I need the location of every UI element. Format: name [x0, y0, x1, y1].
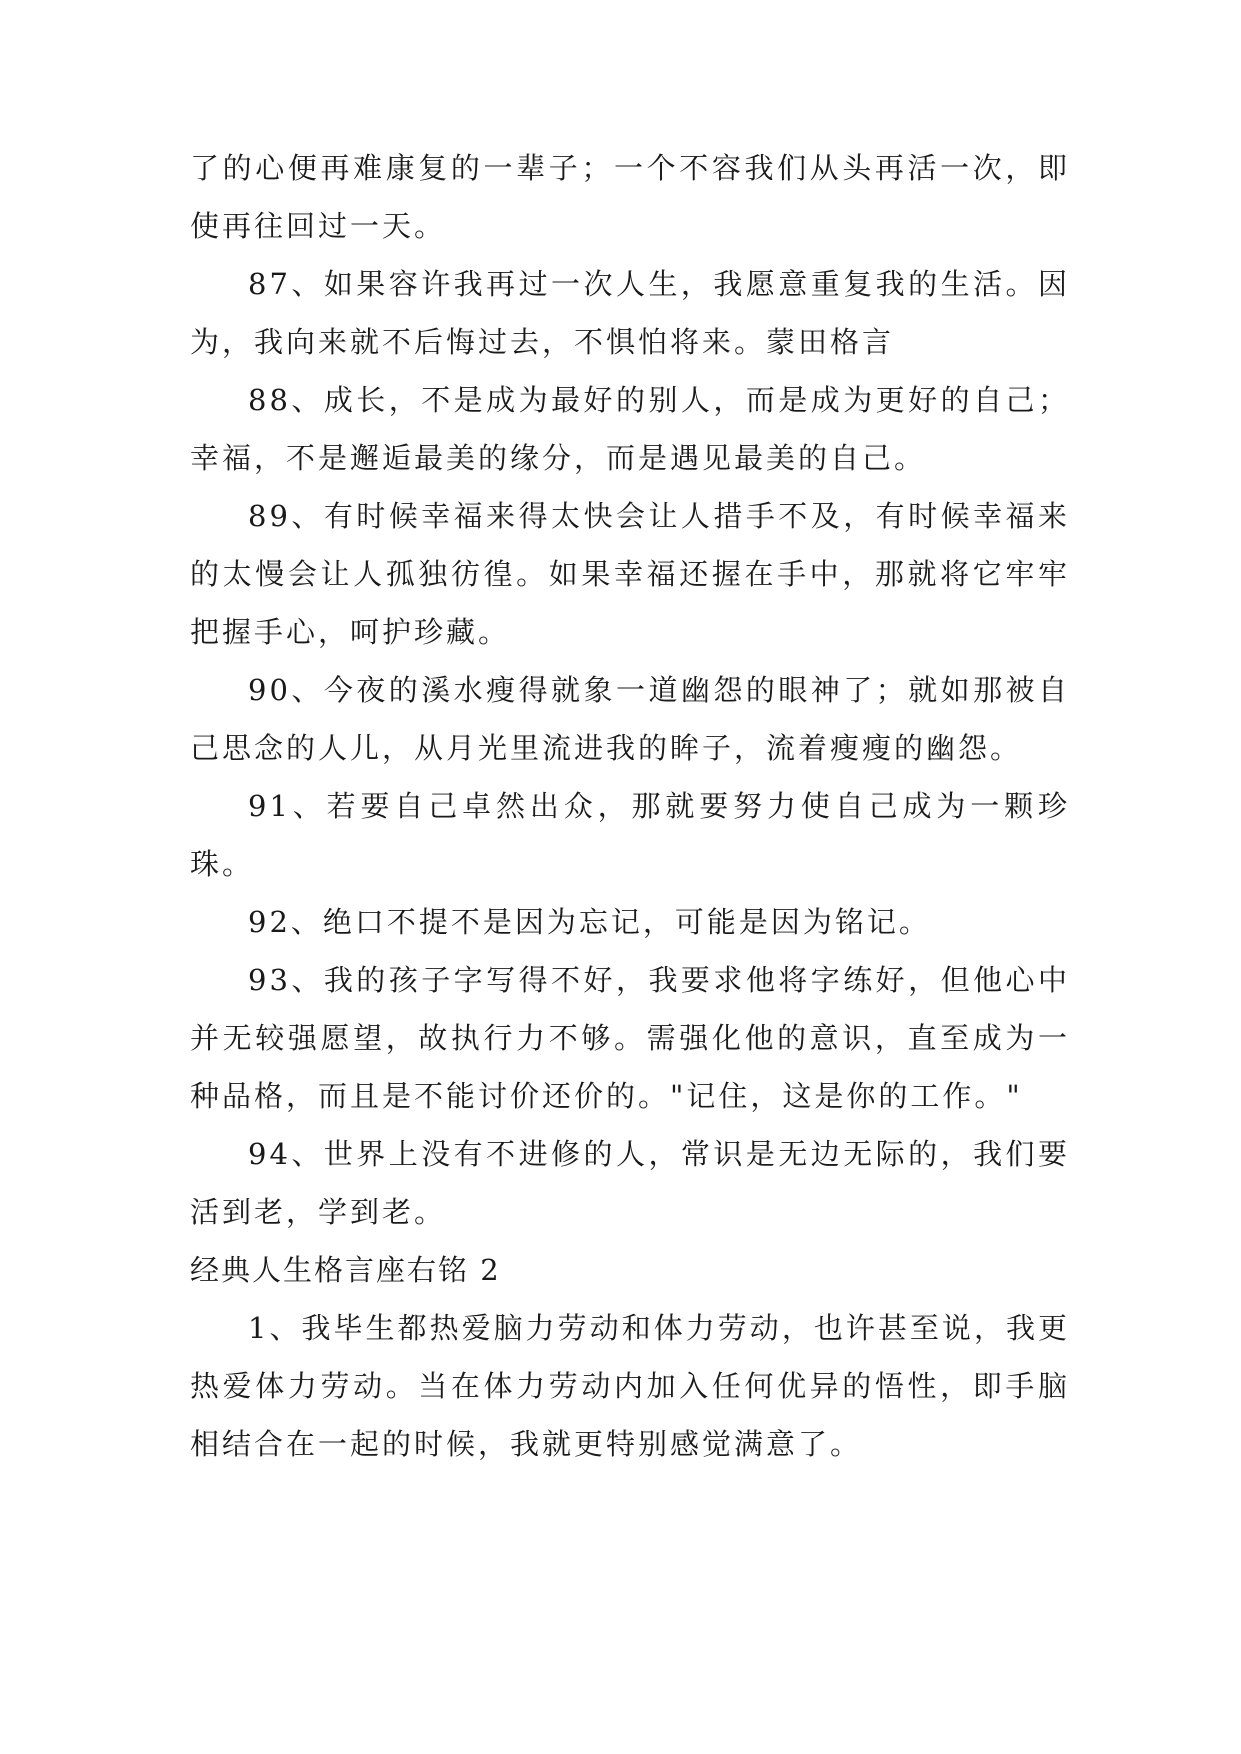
section-heading: 经典人生格言座右铭 2 [190, 1253, 501, 1287]
quote-88: 88、成长，不是成为最好的别人，而是成为更好的自己；幸福，不是邂逅最美的缘分，而是遇见最美的自己。 [190, 383, 1070, 475]
intro-paragraph: 了的心便再难康复的一辈子；一个不容我们从头再活一次，即使再往回过一天。 [190, 151, 1070, 243]
document-body [190, 139, 1070, 1473]
quote-89: 89、有时候幸福来得太快会让人措手不及，有时候幸福来的太慢会让人孤独彷徨。如果幸福还握在手中，那就将它牢牢把握手心，呵护珍藏。 [190, 499, 1070, 649]
quote-92: 92、绝口不提不是因为忘记，可能是因为铭记。 [248, 905, 931, 939]
quote-87: 87、如果容许我再过一次人生，我愿意重复我的生活。因为，我向来就不后悔过去，不惧怕将来。蒙田格言 [190, 267, 1070, 359]
quote-91: 91、若要自己卓然出众，那就要努力使自己成为一颗珍珠。 [190, 789, 1070, 881]
section-quote-1: 1、我毕生都热爱脑力劳动和体力劳动，也许甚至说，我更热爱体力劳动。当在体力劳动内加入任何优异的悟性，即手脑相结合在一起的时候，我就更特别感觉满意了。 [190, 1311, 1070, 1461]
quote-93: 93、我的孩子字写得不好，我要求他将字练好，但他心中并无较强愿望，故执行力不够。需强化他的意识，直至成为一种品格，而且是不能讨价还价的。"记住，这是你的工作。" [190, 963, 1070, 1113]
quote-94: 94、世界上没有不进修的人，常识是无边无际的，我们要活到老，学到老。 [190, 1137, 1070, 1229]
quote-90: 90、今夜的溪水瘦得就象一道幽怨的眼神了；就如那被自己思念的人儿，从月光里流进我的眸子，流着瘦瘦的幽怨。 [190, 673, 1070, 765]
